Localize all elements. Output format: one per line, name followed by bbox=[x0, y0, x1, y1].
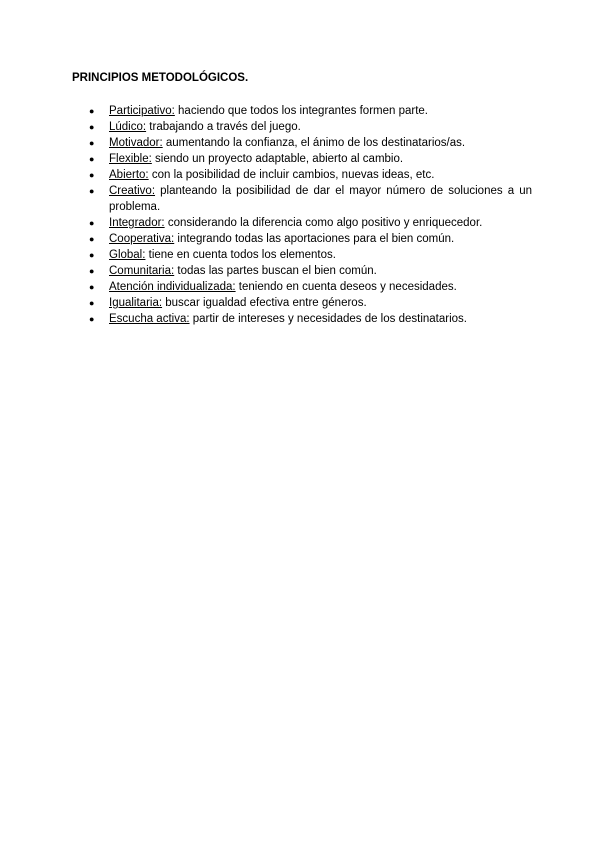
list-item bbox=[72, 135, 532, 151]
principle-description: tiene en cuenta todos los elementos. bbox=[145, 249, 336, 261]
principle-term: Creativo: bbox=[109, 185, 156, 197]
bullet-icon: ● bbox=[89, 250, 95, 260]
principle-description: considerando la diferencia como algo positivo y enriquecedor. bbox=[164, 217, 483, 229]
list-item bbox=[72, 247, 532, 263]
principle-term: Escucha activa: bbox=[109, 313, 190, 325]
principle-description: con la posibilidad de incluir cambios, nuevas ideas, etc. bbox=[148, 169, 435, 181]
principle-term: Lúdico: bbox=[109, 121, 147, 133]
principle-term: Flexible: bbox=[109, 153, 152, 165]
list-item bbox=[72, 231, 532, 247]
principle-term: Abierto: bbox=[109, 169, 149, 181]
bullet-icon: ● bbox=[89, 234, 95, 244]
list-item bbox=[72, 167, 532, 183]
bullet-icon: ● bbox=[89, 282, 95, 292]
list-item bbox=[72, 183, 532, 215]
principle-description: planteando la posibilidad de dar el mayor número de soluciones a un problema. bbox=[109, 185, 532, 213]
principles-list bbox=[72, 103, 532, 327]
bullet-icon: ● bbox=[89, 266, 95, 276]
list-item bbox=[72, 263, 532, 279]
principle-description: integrando todas las aportaciones para el bien común. bbox=[174, 233, 455, 245]
principle-description: buscar igualdad efectiva entre géneros. bbox=[162, 297, 367, 309]
list-item bbox=[72, 103, 532, 119]
principle-description: partir de intereses y necesidades de los destinatarios. bbox=[189, 313, 467, 325]
principle-term: Motivador: bbox=[109, 137, 163, 149]
bullet-icon: ● bbox=[89, 154, 95, 164]
principle-description: teniendo en cuenta deseos y necesidades. bbox=[235, 281, 457, 293]
bullet-icon: ● bbox=[89, 106, 95, 116]
bullet-icon: ● bbox=[89, 314, 95, 324]
principle-description: siendo un proyecto adaptable, abierto al cambio. bbox=[151, 153, 404, 165]
principle-term: Participativo: bbox=[109, 105, 175, 117]
list-item bbox=[72, 151, 532, 167]
principle-term: Global: bbox=[109, 249, 146, 261]
bullet-icon: ● bbox=[89, 298, 95, 308]
list-item bbox=[72, 311, 532, 327]
list-item bbox=[72, 295, 532, 311]
bullet-icon: ● bbox=[89, 218, 95, 228]
principle-term: Comunitaria: bbox=[109, 265, 175, 277]
bullet-icon: ● bbox=[89, 170, 95, 180]
principle-description: aumentando la confianza, el ánimo de los destinatarios/as. bbox=[162, 137, 466, 149]
principle-term: Atención individualizada: bbox=[109, 281, 236, 293]
principle-description: todas las partes buscan el bien común. bbox=[174, 265, 377, 277]
list-item bbox=[72, 279, 532, 295]
principle-term: Igualitaria: bbox=[109, 297, 163, 309]
bullet-icon: ● bbox=[89, 122, 95, 132]
list-item bbox=[72, 215, 532, 231]
principle-term: Cooperativa: bbox=[109, 233, 175, 245]
section-heading: PRINCIPIOS METODOLÓGICOS. bbox=[72, 72, 249, 84]
principle-description: trabajando a través del juego. bbox=[146, 121, 301, 133]
principle-description: haciendo que todos los integrantes formen parte. bbox=[174, 105, 429, 117]
bullet-icon: ● bbox=[89, 138, 95, 148]
principle-term: Integrador: bbox=[109, 217, 165, 229]
bullet-icon: ● bbox=[89, 186, 95, 196]
list-item bbox=[72, 119, 532, 135]
